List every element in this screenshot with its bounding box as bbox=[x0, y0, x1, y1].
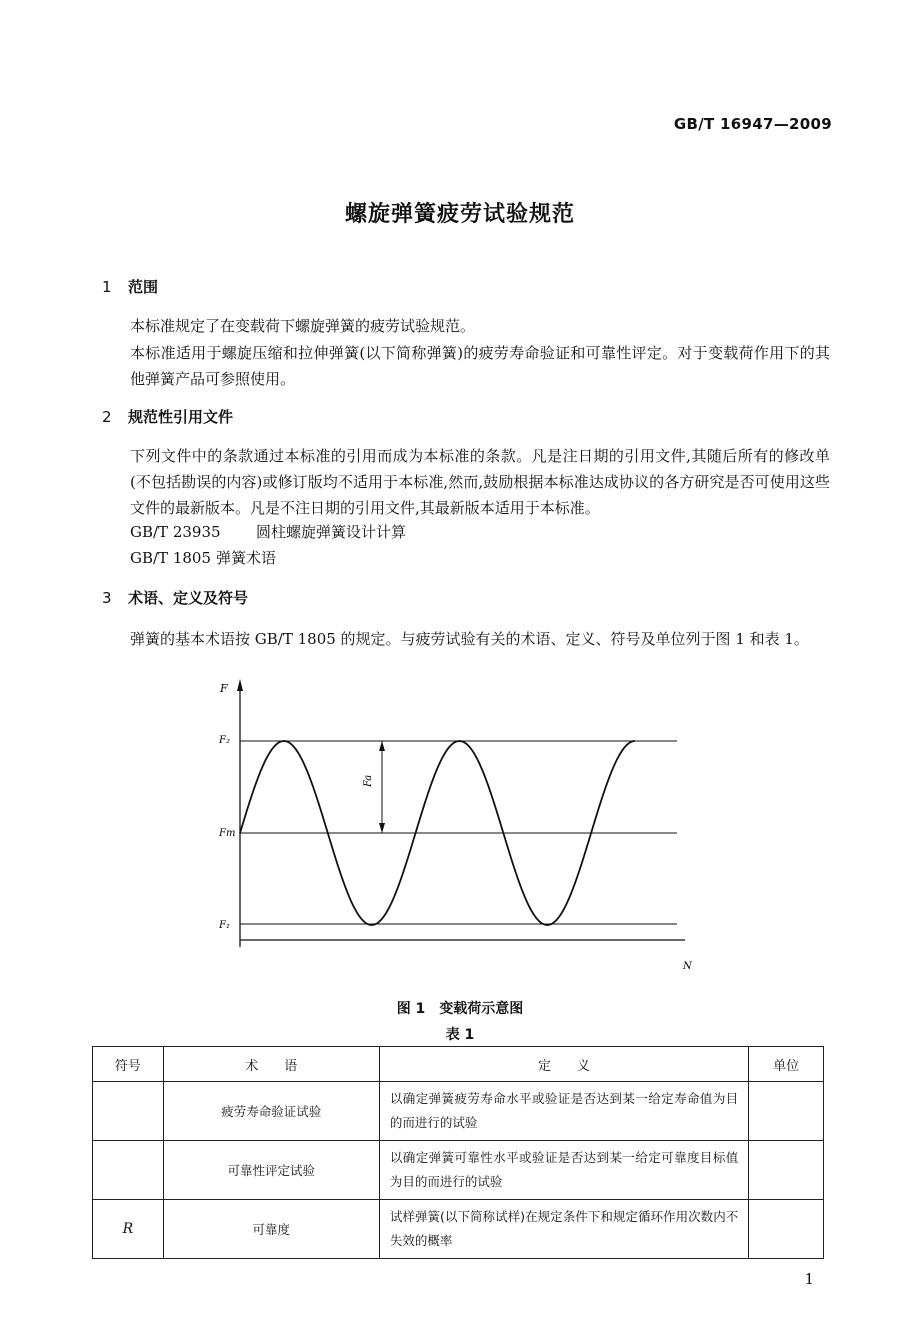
section-number: 1 bbox=[102, 278, 112, 296]
reference-item bbox=[130, 547, 276, 568]
fa-label: Fa bbox=[363, 774, 374, 787]
terms-table bbox=[92, 1046, 824, 1259]
row-term: 可靠度 bbox=[252, 1222, 291, 1237]
figure-label: 图 1 bbox=[396, 1001, 426, 1017]
reference-code: GB/T 1805 bbox=[130, 549, 212, 567]
y-axis-arrow-icon bbox=[237, 679, 243, 691]
row-definition: 以确定弹簧疲劳寿命水平或验证是否达到某一给定寿命值为目的而进行的试验 bbox=[389, 1091, 739, 1130]
row-definition: 试样弹簧(以下简称试样)在规定条件下和规定循环作用次数内不失效的概率 bbox=[389, 1209, 739, 1248]
table-row bbox=[93, 1082, 824, 1141]
load-chart bbox=[205, 675, 715, 980]
fa-arrow-down-icon bbox=[379, 823, 385, 833]
paragraph-text: 下列文件中的条款通过本标准的引用而成为本标准的条款。凡是注日期的引用文件,其随后所有的修改单(不包括勘误的内容)或修订版均不适用于本标准,然而,鼓励根据本标准达成协议的各方研究是否可使用这些文件的最新版本。凡是不注日期的引用文件,其最新版本适用于本标准。 bbox=[130, 447, 830, 517]
row-symbol: R bbox=[122, 1221, 134, 1237]
section-3-paragraph-1 bbox=[96, 626, 830, 652]
paragraph-text: 弹簧的基本术语按 GB/T 1805 的规定。与疲劳试验有关的术语、定义、符号及单位列于图 1 和表 1。 bbox=[130, 630, 809, 648]
reference-title: 弹簧术语 bbox=[216, 549, 277, 567]
table-header-row bbox=[93, 1047, 824, 1082]
row-definition: 以确定弹簧可靠性水平或验证是否达到某一给定可靠度目标值为目的而进行的试验 bbox=[389, 1150, 739, 1189]
header-unit: 单位 bbox=[749, 1047, 824, 1082]
document-title: 螺旋弹簧疲劳试验规范 bbox=[344, 202, 575, 227]
figure-1 bbox=[205, 675, 715, 980]
f2-label: F₂ bbox=[219, 735, 230, 746]
section-number: 2 bbox=[102, 408, 112, 426]
page-number: 1 bbox=[804, 1270, 814, 1288]
figure-caption bbox=[0, 998, 920, 1018]
reference-title: 圆柱螺旋弹簧设计计算 bbox=[256, 523, 407, 541]
section-2-heading bbox=[102, 406, 233, 427]
header-definition: 定 义 bbox=[379, 1047, 748, 1082]
paragraph-text: 本标准适用于螺旋压缩和拉伸弹簧(以下简称弹簧)的疲劳寿命验证和可靠性评定。对于变载荷作用下的其他弹簧产品可参照使用。 bbox=[130, 344, 830, 388]
table-row bbox=[93, 1141, 824, 1200]
section-title: 术语、定义及符号 bbox=[128, 589, 249, 607]
f1-label: F₁ bbox=[219, 920, 230, 931]
fm-label: Fm bbox=[219, 828, 236, 839]
y-axis-label: F bbox=[220, 682, 228, 695]
section-number: 3 bbox=[102, 589, 112, 607]
table-caption: 表 1 bbox=[445, 1027, 475, 1043]
paragraph-text: 本标准规定了在变载荷下螺旋弹簧的疲劳试验规范。 bbox=[130, 317, 476, 335]
reference-item bbox=[130, 521, 406, 542]
section-2-paragraph-1 bbox=[96, 443, 830, 521]
figure-title: 变载荷示意图 bbox=[439, 1001, 524, 1017]
header-symbol: 符号 bbox=[93, 1047, 164, 1082]
header-term: 术 语 bbox=[163, 1047, 379, 1082]
section-3-heading bbox=[102, 587, 248, 608]
standard-code: GB/T 16947—2009 bbox=[673, 115, 832, 133]
section-title: 范围 bbox=[128, 278, 159, 296]
x-axis-label: N bbox=[683, 961, 692, 972]
row-term: 可靠性评定试验 bbox=[227, 1163, 316, 1178]
fa-arrow-up-icon bbox=[379, 741, 385, 751]
section-1-paragraph-2 bbox=[96, 340, 830, 392]
row-term: 疲劳寿命验证试验 bbox=[221, 1104, 322, 1119]
section-1-paragraph-1 bbox=[96, 313, 830, 339]
reference-code: GB/T 23935 bbox=[130, 523, 221, 541]
section-title: 规范性引用文件 bbox=[128, 408, 234, 426]
section-1-heading bbox=[102, 276, 158, 297]
table-row bbox=[93, 1200, 824, 1259]
